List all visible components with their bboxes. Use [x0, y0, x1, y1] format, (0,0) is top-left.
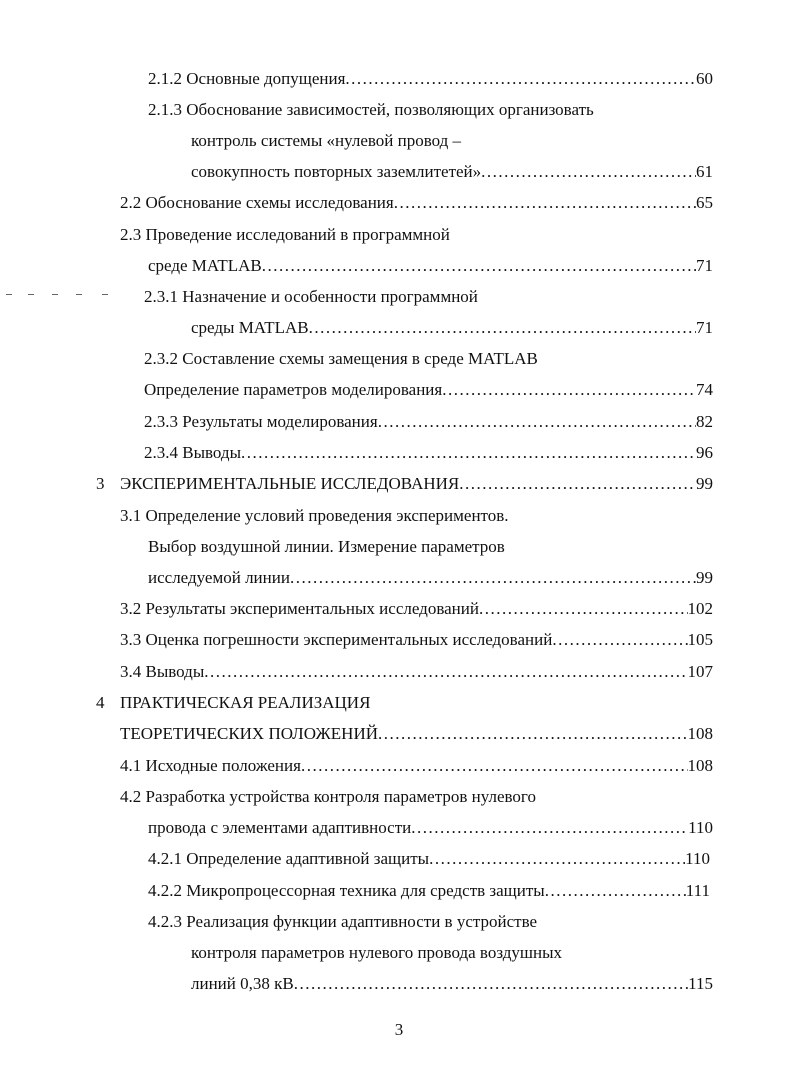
toc-entry-label: 4.1 Исходные положения — [120, 756, 301, 775]
toc-page-number: 107 — [687, 662, 713, 681]
toc-dot-leader — [552, 627, 687, 653]
toc-entry-3-3 — [120, 627, 713, 653]
toc-page-number: 99 — [696, 474, 713, 493]
toc-dot-leader — [204, 659, 687, 685]
toc-entry-label: 3.3 Оценка погрешности экспериментальных исследований — [120, 630, 553, 649]
toc-chapter-4-line1: ПРАКТИЧЕСКАЯ РЕАЛИЗАЦИЯ — [120, 693, 371, 712]
toc-chapter-number: 3 — [96, 474, 105, 493]
toc-page-number: 110 — [685, 849, 710, 868]
toc-dot-leader — [481, 159, 696, 185]
toc-dot-leader — [442, 377, 696, 403]
toc-entry-label: 3.2 Результаты экспериментальных исследований — [120, 599, 479, 618]
toc-entry-label: 2.3.3 Результаты моделирования — [144, 412, 378, 431]
toc-page-number: 61 — [696, 162, 713, 181]
toc-page-number: 108 — [687, 756, 713, 775]
toc-entry-label: 3.4 Выводы — [120, 662, 205, 681]
toc-chapter-4-line2 — [120, 721, 713, 747]
toc-dot-leader — [294, 971, 688, 997]
toc-entry-label: среде MATLAB — [148, 256, 262, 275]
toc-page-number: 65 — [696, 193, 713, 212]
toc-entry-2-1-2 — [148, 66, 713, 92]
toc-page-number: 105 — [687, 630, 713, 649]
toc-page-number: 96 — [696, 443, 713, 462]
toc-entry-label: 4.2.1 Определение адаптивной защиты — [148, 849, 430, 868]
toc-page-number: 71 — [696, 318, 713, 337]
toc-entry-label: Определение параметров моделирования — [144, 380, 443, 399]
toc-page-number: 74 — [696, 380, 713, 399]
toc-page-number: 108 — [687, 724, 713, 743]
toc-chapter-number: 4 — [96, 693, 105, 712]
toc-entry-3-4 — [120, 659, 713, 685]
toc-entry-2-3-3 — [144, 409, 713, 435]
toc-entry-label: линий 0,38 кВ — [191, 974, 294, 993]
toc-dot-leader — [345, 66, 696, 92]
page-number: 3 — [394, 1020, 404, 1039]
toc-page-number: 102 — [687, 599, 713, 618]
toc-dot-leader — [394, 190, 696, 216]
toc-page-number: 60 — [696, 69, 713, 88]
toc-page-number: 110 — [688, 818, 713, 837]
toc-page-number: 82 — [696, 412, 713, 431]
toc-page-number: 99 — [696, 568, 713, 587]
toc-entry-3-2 — [120, 596, 713, 622]
toc-dot-leader — [411, 815, 688, 841]
toc-entry-4-2-3-line3 — [191, 971, 713, 997]
toc-dot-leader — [378, 721, 688, 747]
toc-entry-2-3-line2 — [148, 253, 713, 279]
toc-dot-leader — [290, 565, 696, 591]
scan-artifact-marks — [0, 290, 120, 300]
toc-entry-2-3-1-line2 — [191, 315, 713, 341]
toc-page-number: 115 — [688, 974, 713, 993]
toc-entry-2-3-2-line1: 2.3.2 Составление схемы замещения в среде MATLAB — [144, 349, 538, 368]
toc-entry-2-3-4 — [144, 440, 713, 466]
toc-chapter-3 — [120, 471, 713, 497]
toc-dot-leader — [479, 596, 688, 622]
toc-entry-2-3-line1: 2.3 Проведение исследований в программной — [120, 225, 450, 244]
toc-entry-2-3-2-line2 — [144, 377, 713, 403]
toc-entry-3-1-line2: Выбор воздушной линии. Измерение параметров — [148, 537, 505, 556]
toc-entry-label: 2.2 Обоснование схемы исследования — [120, 193, 394, 212]
toc-entry-label: ЭКСПЕРИМЕНТАЛЬНЫЕ ИССЛЕДОВАНИЯ — [120, 474, 460, 493]
toc-entry-label: среды MATLAB — [191, 318, 309, 337]
toc-entry-label: провода с элементами адаптивности — [148, 818, 412, 837]
toc-entry-4-2-1 — [148, 846, 710, 872]
toc-entry-2-2 — [120, 190, 713, 216]
toc-entry-2-1-3-line2: контроль системы «нулевой провод – — [191, 131, 462, 150]
toc-dot-leader — [301, 753, 688, 779]
toc-dot-leader — [459, 471, 696, 497]
toc-entry-label: исследуемой линии — [148, 568, 290, 587]
toc-dot-leader — [241, 440, 696, 466]
toc-entry-label: 2.1.2 Основные допущения — [148, 69, 346, 88]
toc-page-number: 71 — [696, 256, 713, 275]
toc-dot-leader — [378, 409, 696, 435]
toc-entry-4-2-line1: 4.2 Разработка устройства контроля параметров нулевого — [120, 787, 536, 806]
toc-page-number: 111 — [685, 881, 710, 900]
toc-entry-label: 4.2.2 Микропроцессорная техника для средств защиты — [148, 881, 545, 900]
toc-entry-3-1-line3 — [148, 565, 713, 591]
toc-dot-leader — [545, 878, 686, 904]
toc-entry-3-1-line1: 3.1 Определение условий проведения экспериментов. — [120, 506, 509, 525]
toc-entry-2-1-3-line1: 2.1.3 Обоснование зависимостей, позволяющих организовать — [148, 100, 594, 119]
toc-entry-4-2-2 — [148, 878, 710, 904]
toc-entry-label: совокупность повторных заземлитетей» — [191, 162, 482, 181]
toc-dot-leader — [262, 253, 696, 279]
toc-entry-4-2-line2 — [148, 815, 713, 841]
toc-entry-label: 2.3.4 Выводы — [144, 443, 242, 462]
toc-entry-2-3-1-line1: 2.3.1 Назначение и особенности программной — [144, 287, 478, 306]
toc-entry-4-2-3-line2: контроля параметров нулевого провода воздушных — [191, 943, 562, 962]
toc-entry-2-1-3-line3 — [191, 159, 713, 185]
toc-entry-4-2-3-line1: 4.2.3 Реализация функции адаптивности в устройстве — [148, 912, 538, 931]
toc-dot-leader — [429, 846, 685, 872]
toc-entry-4-1 — [120, 753, 713, 779]
toc-entry-label: ТЕОРЕТИЧЕСКИХ ПОЛОЖЕНИЙ — [120, 724, 378, 743]
toc-dot-leader — [309, 315, 696, 341]
